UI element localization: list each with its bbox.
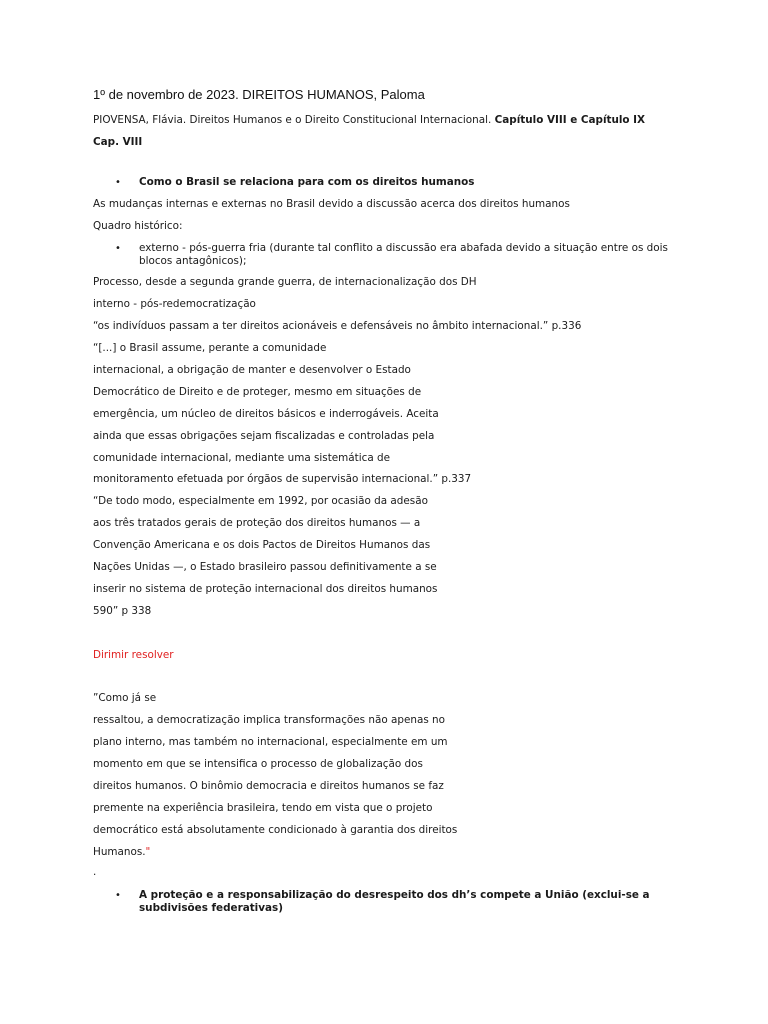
quote-line: Convenção Americana e os dois Pactos de Direitos Humanos das	[93, 539, 431, 551]
reference-chapters: Capítulo VIII e Capítulo IX	[494, 114, 646, 126]
quote-line: ”Como já se	[93, 692, 157, 704]
quote-close-mark: "	[145, 846, 151, 858]
quote-last-text: Humanos.	[93, 846, 146, 858]
quote-line: plano interno, mas também no internacional, especialmente em um	[93, 736, 448, 748]
chapter-heading: Cap. VIII	[93, 136, 143, 148]
reference-text: PIOVENSA, Flávia. Direitos Humanos e o Direito Constitucional Internacional.	[93, 114, 495, 126]
quote-line: momento em que se intensifica o processo de globalização dos	[93, 758, 423, 770]
quote-line: “[...] o Brasil assume, perante a comunidade	[93, 342, 327, 354]
paragraph-quadro: Quadro histórico:	[93, 220, 183, 232]
bullet-marker: •	[115, 177, 121, 188]
quote-line: Nações Unidas —, o Estado brasileiro passou definitivamente a se	[93, 561, 437, 573]
quote-line: inserir no sistema de proteção internacional dos direitos humanos	[93, 583, 438, 595]
reference-line	[93, 114, 645, 127]
red-note: Dirimir resolver	[93, 649, 174, 661]
quote-line: direitos humanos. O binômio democracia e direitos humanos se faz	[93, 780, 444, 792]
bullet-marker: •	[115, 890, 121, 901]
quote-line: emergência, um núcleo de direitos básicos e inderrogáveis. Aceita	[93, 408, 439, 420]
document-title: 1º de novembro de 2023. DIREITOS HUMANOS, Paloma	[93, 87, 425, 102]
stray-dot: .	[93, 866, 97, 878]
quote-line: “De todo modo, especialmente em 1992, por ocasião da adesão	[93, 495, 428, 507]
quote-last-line	[93, 846, 150, 859]
paragraph-interno: interno - pós-redemocratização	[93, 298, 256, 310]
bullet-item-uniao: A proteção e a responsabilização do desrespeito dos dh’s compete a União (exclui-se a subdivisões federativas)	[139, 889, 650, 914]
quote-line: internacional, a obrigação de manter e desenvolver o Estado	[93, 364, 411, 376]
bullet-item-externo: externo - pós-guerra fria (durante tal conflito a discussão era abafada devido a situação entre os dois blocos antagônicos);	[139, 242, 668, 267]
quote-line: ressaltou, a democratização implica transformações não apenas no	[93, 714, 445, 726]
quote-line: ainda que essas obrigações sejam fiscalizadas e controladas pela	[93, 430, 435, 442]
bullet-marker: •	[115, 243, 121, 254]
quote-line: premente na experiência brasileira, tendo em vista que o projeto	[93, 802, 433, 814]
quote-line: Democrático de Direito e de proteger, mesmo em situações de	[93, 386, 422, 398]
bullet-item-brasil: Como o Brasil se relaciona para com os direitos humanos	[139, 176, 475, 188]
quote-336: “os indivíduos passam a ter direitos acionáveis e defensáveis no âmbito internacional.” p.336	[93, 320, 582, 332]
paragraph-mudancas: As mudanças internas e externas no Brasil devido a discussão acerca dos direitos humanos	[93, 198, 570, 210]
quote-line: monitoramento efetuada por órgãos de supervisão internacional.” p.337	[93, 473, 472, 485]
quote-line: aos três tratados gerais de proteção dos direitos humanos — a	[93, 517, 421, 529]
quote-line: 590” p 338	[93, 605, 152, 617]
paragraph-processo: Processo, desde a segunda grande guerra, de internacionalização dos DH	[93, 276, 477, 288]
quote-line: comunidade internacional, mediante uma sistemática de	[93, 452, 390, 464]
quote-line: democrático está absolutamente condicionado à garantia dos direitos	[93, 824, 458, 836]
